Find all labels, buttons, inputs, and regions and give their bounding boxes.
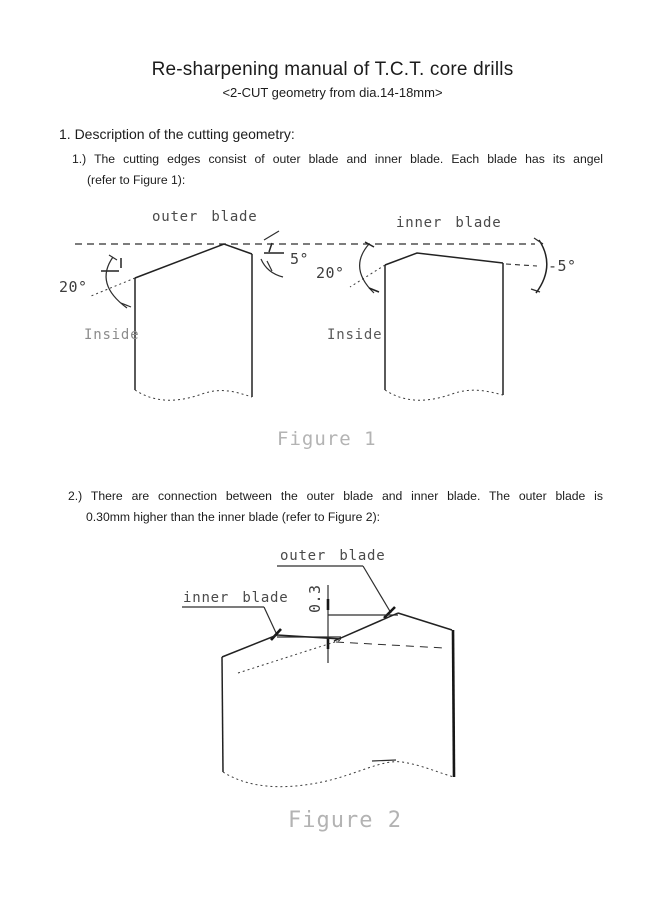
figure1-outer-blade-label: outer blade <box>152 209 258 225</box>
figure1-inside-label-right: Inside <box>327 327 383 343</box>
figure2-height-dimension-value: 0.3 <box>306 584 324 613</box>
figure1-inner-blade-label: inner blade <box>396 215 502 231</box>
figure2-caption: Figure 2 <box>288 808 402 833</box>
figure2-drawing <box>0 545 665 845</box>
page-subtitle: <2-CUT geometry from dia.14-18mm> <box>222 85 443 100</box>
figure2-inner-blade-label: inner blade <box>183 590 289 606</box>
figure1-caption: Figure 1 <box>277 428 377 450</box>
item-1-line-1: 1.) The cutting edges consist of outer blade and inner blade. Each blade has its angel <box>72 152 603 166</box>
figure1-outer-rake-annotation <box>59 255 135 308</box>
figure1-inside-label-left: Inside <box>84 327 140 343</box>
figure1-outer-edge-annotation <box>261 231 309 277</box>
figure1-outer-blade-shape <box>135 244 252 400</box>
figure2-height-dimension <box>277 584 398 663</box>
figure2-outer-blade-callout <box>277 548 395 618</box>
figure1-inner-blade-shape <box>385 253 503 400</box>
section-heading: 1. Description of the cutting geometry: <box>59 126 295 142</box>
figure1-drawing <box>0 200 665 460</box>
figure1-inner-edge-annotation <box>506 238 577 293</box>
figure1-outer-rake-angle-value: 20° <box>59 278 88 296</box>
figure2-blade-body <box>222 613 454 787</box>
page-title: Re-sharpening manual of T.C.T. core drills <box>151 59 514 80</box>
item-1-line-2: (refer to Figure 1): <box>87 173 186 187</box>
figure1-inner-edge-angle-value: -5° <box>548 257 577 275</box>
figure1-outer-edge-angle-value: 5° <box>290 250 310 268</box>
paragraph-item-2 <box>68 486 603 528</box>
figure2-inner-blade-callout <box>182 590 289 640</box>
figure1-inner-rake-annotation <box>316 242 385 293</box>
item-2-line-2: 0.30mm higher than the inner blade (refer to Figure 2): <box>86 510 381 524</box>
figure2-outer-blade-label: outer blade <box>280 548 386 564</box>
item-2-line-1: 2.) There are connection between the outer blade and inner blade. The outer blade is <box>68 489 603 503</box>
figure1-inner-rake-angle-value: 20° <box>316 264 345 282</box>
paragraph-item-1 <box>72 149 603 191</box>
